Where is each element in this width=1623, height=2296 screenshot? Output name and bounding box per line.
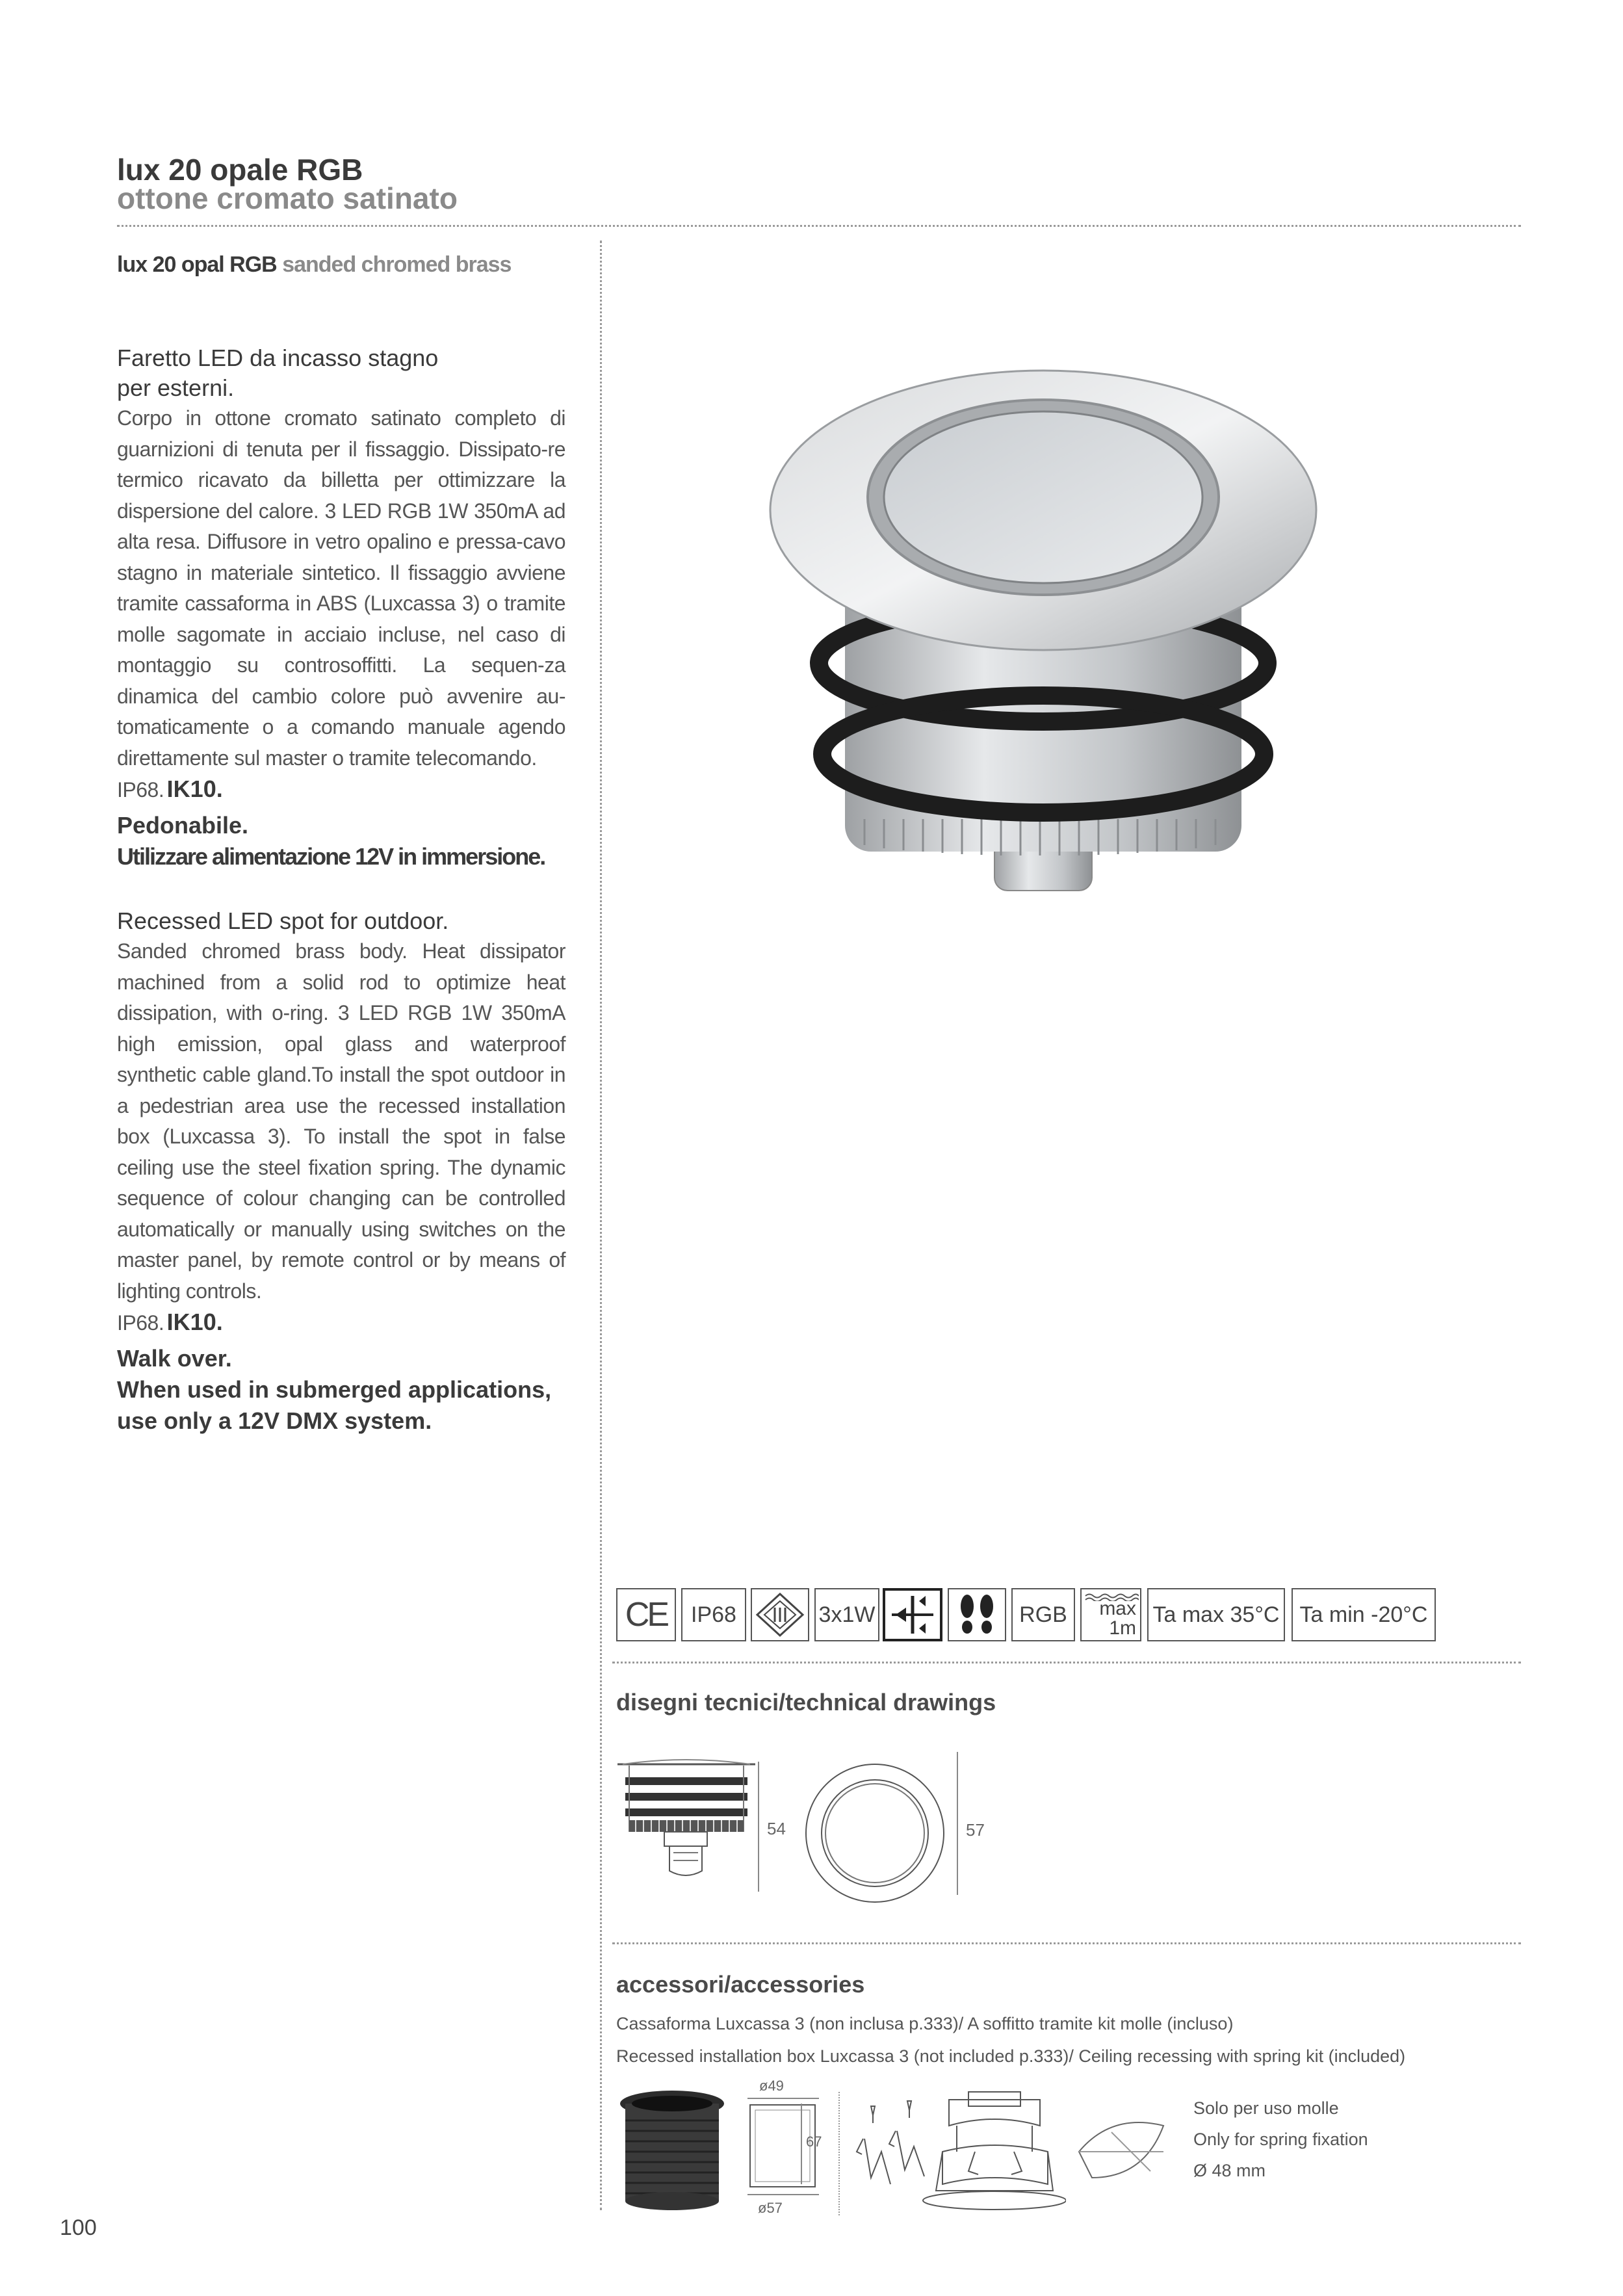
italian-heading-1: Faretto LED da incasso stagno bbox=[117, 345, 439, 371]
ta-max-badge: Ta max 35°C bbox=[1147, 1588, 1285, 1641]
english-ratings bbox=[117, 1307, 565, 1343]
subtitle-bold: lux 20 opal RGB bbox=[117, 252, 277, 277]
ce-mark-icon bbox=[616, 1588, 676, 1641]
box-height: 67 bbox=[806, 2133, 822, 2150]
english-body: Sanded chromed brass body. Heat dissipator machined from a solid rod to optimize heat dissipation, with o-ring. 3 LED RGB 1W 350mA high emission, opal glass and waterproof synthetic cable gland.To install the spot outdoor in a pedestrian area use the recessed installation box (Luxcassa 3). To install the spot in false ceiling use the steel fixation spring. The dynamic sequence of colour changing can be controlled automatically or manually using switches on the master panel, by remote control or by means of lighting controls. bbox=[117, 939, 565, 1303]
technical-drawings-title: disegni tecnici/technical drawings bbox=[616, 1689, 996, 1715]
product-subtitle bbox=[117, 252, 511, 278]
product-title: lux 20 opale RGB bbox=[117, 153, 363, 187]
page-number: 100 bbox=[60, 2215, 97, 2240]
drawings-divider bbox=[612, 1942, 1521, 1944]
italian-ratings bbox=[117, 774, 565, 810]
accessories-line-it: Cassaforma Luxcassa 3 (non inclusa p.333)/ A soffitto tramite kit molle (incluso) bbox=[616, 2014, 1234, 2033]
english-heading: Recessed LED spot for outdoor. bbox=[117, 907, 449, 934]
english-power-1: When used in submerged applications, bbox=[117, 1376, 552, 1403]
product-finish: ottone cromato satinato bbox=[117, 181, 458, 215]
side-view-drawing bbox=[611, 1755, 767, 1911]
english-power-2: use only a 12V DMX system. bbox=[117, 1407, 432, 1434]
spring-note-diameter: Ø 48 mm bbox=[1193, 2161, 1266, 2180]
english-ip: IP68. bbox=[117, 1311, 164, 1335]
column-divider bbox=[600, 241, 602, 2210]
italian-heading-2: per esterni. bbox=[117, 374, 235, 401]
spring-cutout-drawing bbox=[1072, 2106, 1176, 2197]
accessories-line-en: Recessed installation box Luxcassa 3 (not included p.333)/ Ceiling recessing with spring kit (included) bbox=[616, 2046, 1406, 2066]
immersion-depth-icon: max 1m bbox=[1080, 1588, 1141, 1641]
english-description bbox=[117, 906, 565, 1437]
accessories-title: accessori/accessories bbox=[616, 1971, 865, 1998]
spring-note-it: Solo per uso molle bbox=[1193, 2098, 1339, 2118]
top-view-drawing bbox=[797, 1755, 953, 1911]
italian-ik: IK10. bbox=[166, 776, 223, 802]
ta-min-badge: Ta min -20°C bbox=[1292, 1588, 1436, 1641]
italian-body: Corpo in ottone cromato satinato completo di guarnizioni di tenuta per il fissaggio. Dissipato-re termico ricavato da billetta per ottimizzare la dispersione del calore. 3 LED RGB 1W 350mA ad alta resa. Diffusore in vetro opalino e pressa-cavo stagno in materiale sintetico. Il fissaggio avviene tramite cassaforma in ABS (Luxcassa 3) o tramite molle sagomate in acciaio incluse, nel caso di montaggio su controsoffitti. La sequen-za dinamica del cambio colore può avvenire au-tomaticamente o a comando manuale agendo direttamente sul master o tramite telecomando. bbox=[117, 406, 565, 770]
accessory-separator bbox=[838, 2092, 840, 2215]
height-dimension-line bbox=[758, 1762, 759, 1892]
italian-power: Utilizzare alimentazione 12V in immersione. bbox=[117, 843, 545, 870]
italian-walk: Pedonabile. bbox=[117, 812, 249, 839]
box-diameter-bottom: ø57 bbox=[758, 2200, 783, 2216]
italian-ip: IP68. bbox=[117, 778, 164, 802]
luxcassa-box-photo bbox=[614, 2088, 731, 2218]
height-dimension: 54 bbox=[767, 1819, 786, 1838]
subtitle-gray: sanded chromed brass bbox=[282, 252, 512, 277]
walk-over-icon bbox=[948, 1588, 1006, 1641]
italian-description bbox=[117, 343, 565, 872]
spring-kit-drawing bbox=[845, 2087, 1066, 2223]
box-height-line bbox=[801, 2104, 802, 2184]
english-walk: Walk over. bbox=[117, 1345, 232, 1372]
english-ik: IK10. bbox=[166, 1309, 223, 1335]
product-photo bbox=[767, 364, 1326, 936]
diameter-dimension-line bbox=[957, 1752, 958, 1895]
water-wave-icon bbox=[1084, 1592, 1139, 1601]
rgb-badge: RGB bbox=[1011, 1588, 1075, 1641]
class-iii-icon bbox=[751, 1588, 809, 1641]
ip68-badge: IP68 bbox=[681, 1588, 746, 1641]
ce-mark-label: CE bbox=[625, 1596, 668, 1634]
led-power-badge: 3x1W bbox=[814, 1588, 879, 1641]
recessed-install-icon bbox=[883, 1588, 942, 1641]
header-divider bbox=[117, 225, 1521, 227]
spring-note-en: Only for spring fixation bbox=[1193, 2130, 1368, 2149]
diameter-dimension: 57 bbox=[966, 1820, 985, 1840]
box-diameter-top: ø49 bbox=[759, 2078, 784, 2094]
icons-divider bbox=[612, 1662, 1521, 1663]
